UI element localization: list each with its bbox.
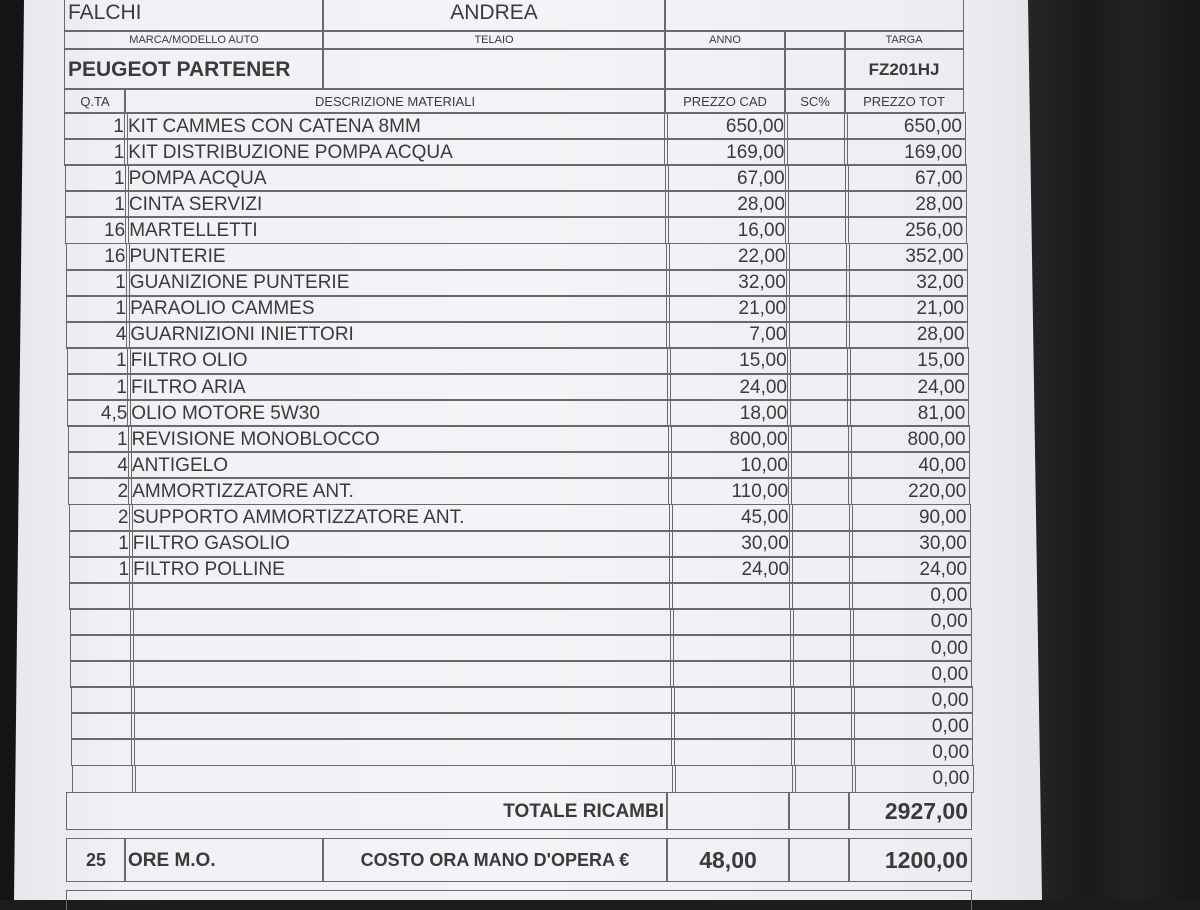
item-sconto <box>787 373 851 401</box>
item-sconto <box>784 112 848 140</box>
totale-blank-1 <box>666 792 790 830</box>
item-descrizione <box>132 765 676 793</box>
label-marca-modello: MARCA/MODELLO AUTO <box>64 30 324 50</box>
item-prezzo-tot: 800,00 <box>848 425 970 453</box>
customer-extra-cell <box>664 0 964 32</box>
vehicle-anno <box>664 48 786 90</box>
item-qta: 1 <box>64 138 128 166</box>
totale-ricambi-label: TOTALE RICAMBI <box>66 792 668 830</box>
column-header-sconto: SC% <box>784 88 846 114</box>
item-prezzo-cad <box>669 582 793 610</box>
item-prezzo-tot: 90,00 <box>849 504 971 532</box>
item-prezzo-cad <box>671 738 795 766</box>
item-prezzo-tot: 650,00 <box>844 112 966 140</box>
item-descrizione <box>130 660 674 688</box>
item-prezzo-tot: 256,00 <box>845 216 967 244</box>
costo-ora-value: 48,00 <box>666 838 790 882</box>
item-sconto <box>790 634 854 662</box>
item-qta <box>70 608 134 636</box>
item-prezzo-cad <box>671 712 795 740</box>
item-prezzo-tot: 0,00 <box>850 608 972 636</box>
item-prezzo-tot: 169,00 <box>844 138 966 166</box>
item-sconto <box>786 269 850 297</box>
item-sconto <box>789 504 853 532</box>
item-qta: 2 <box>68 477 132 505</box>
item-sconto <box>789 582 853 610</box>
item-qta <box>69 582 133 610</box>
item-prezzo-cad: 15,00 <box>667 347 791 375</box>
item-prezzo-cad: 18,00 <box>667 399 791 427</box>
item-prezzo-tot: 24,00 <box>849 556 971 584</box>
item-sconto <box>787 399 851 427</box>
column-header-prezzo-tot: PREZZO TOT <box>844 88 964 114</box>
item-prezzo-cad: 800,00 <box>668 425 792 453</box>
item-sconto <box>791 712 855 740</box>
item-sconto <box>788 425 852 453</box>
totale-blank-2 <box>788 792 850 830</box>
background-table-right <box>1028 0 1200 900</box>
label-telaio: TELAIO <box>322 30 666 50</box>
item-qta: 4 <box>66 321 130 349</box>
item-descrizione: FILTRO OLIO <box>127 347 671 375</box>
item-qta: 1 <box>69 556 133 584</box>
item-descrizione <box>131 738 675 766</box>
item-sconto <box>788 451 852 479</box>
item-prezzo-tot: 30,00 <box>849 530 971 558</box>
item-prezzo-tot: 32,00 <box>846 269 968 297</box>
item-sconto <box>785 190 849 218</box>
item-prezzo-tot: 40,00 <box>848 451 970 479</box>
manodopera-blank <box>788 838 850 882</box>
item-descrizione <box>130 608 674 636</box>
totale-ricambi-value: 2927,00 <box>848 792 972 830</box>
item-descrizione: FILTRO POLLINE <box>129 556 673 584</box>
item-prezzo-cad: 110,00 <box>668 477 792 505</box>
item-prezzo-cad <box>670 634 794 662</box>
item-qta: 16 <box>66 243 130 271</box>
item-sconto <box>785 164 849 192</box>
item-prezzo-tot: 15,00 <box>847 347 969 375</box>
item-qta <box>71 738 135 766</box>
item-prezzo-cad: 7,00 <box>666 321 790 349</box>
item-qta: 1 <box>67 373 131 401</box>
item-descrizione: OLIO MOTORE 5W30 <box>127 399 671 427</box>
item-prezzo-cad: 22,00 <box>666 243 790 271</box>
item-sconto <box>792 765 856 793</box>
item-sconto <box>790 608 854 636</box>
item-qta: 1 <box>66 295 130 323</box>
item-qta: 1 <box>69 530 133 558</box>
vehicle-plate: FZ201HJ <box>844 48 964 90</box>
item-qta: 1 <box>64 112 128 140</box>
item-prezzo-tot: 0,00 <box>851 686 973 714</box>
item-qta: 4 <box>68 451 132 479</box>
item-qta: 4,5 <box>67 399 131 427</box>
item-prezzo-cad <box>672 765 796 793</box>
item-prezzo-tot: 24,00 <box>847 373 969 401</box>
vehicle-blank <box>784 48 846 90</box>
item-sconto <box>788 477 852 505</box>
item-sconto <box>790 660 854 688</box>
item-descrizione: PUNTERIE <box>126 243 670 271</box>
item-prezzo-tot: 0,00 <box>850 660 972 688</box>
column-header-prezzo-cad: PREZZO CAD <box>664 88 786 114</box>
item-sconto <box>789 556 853 584</box>
item-qta <box>71 712 135 740</box>
item-qta: 1 <box>65 164 129 192</box>
item-descrizione: REVISIONE MONOBLOCCO <box>128 425 672 453</box>
item-qta <box>71 686 135 714</box>
ore-manodopera: 25 <box>66 838 126 882</box>
item-descrizione: PARAOLIO CAMMES <box>126 295 670 323</box>
item-qta: 1 <box>68 425 132 453</box>
item-sconto <box>786 321 850 349</box>
item-prezzo-cad: 67,00 <box>665 164 789 192</box>
item-sconto <box>789 530 853 558</box>
item-sconto <box>786 243 850 271</box>
item-prezzo-tot: 28,00 <box>846 321 968 349</box>
item-descrizione <box>129 582 673 610</box>
item-descrizione: KIT CAMMES CON CATENA 8MM <box>124 112 668 140</box>
item-sconto <box>786 295 850 323</box>
item-qta: 1 <box>65 190 129 218</box>
manodopera-totale: 1200,00 <box>848 838 972 882</box>
item-prezzo-cad: 45,00 <box>669 504 793 532</box>
item-prezzo-tot: 28,00 <box>845 190 967 218</box>
ore-label: ORE M.O. <box>124 838 324 882</box>
item-qta: 1 <box>66 269 130 297</box>
item-descrizione: GUARNIZIONI INIETTORI <box>126 321 670 349</box>
item-sconto <box>787 347 851 375</box>
item-descrizione: POMPA ACQUA <box>125 164 669 192</box>
costo-ora-label: COSTO ORA MANO D'OPERA € <box>322 838 668 882</box>
item-prezzo-cad: 169,00 <box>664 138 788 166</box>
item-prezzo-tot: 67,00 <box>845 164 967 192</box>
item-prezzo-cad: 16,00 <box>665 216 789 244</box>
item-qta: 16 <box>65 216 129 244</box>
item-prezzo-cad: 10,00 <box>668 451 792 479</box>
item-prezzo-cad: 30,00 <box>669 530 793 558</box>
item-descrizione: ANTIGELO <box>128 451 672 479</box>
item-prezzo-tot: 0,00 <box>851 738 973 766</box>
vehicle-telaio <box>322 48 666 90</box>
item-prezzo-cad <box>670 660 794 688</box>
item-prezzo-tot: 0,00 <box>851 712 973 740</box>
item-sconto <box>785 216 849 244</box>
item-qta <box>70 634 134 662</box>
vehicle-model: PEUGEOT PARTENER <box>64 48 324 90</box>
item-descrizione <box>130 634 674 662</box>
item-qta: 2 <box>69 504 133 532</box>
customer-first-name: ANDREA <box>322 0 666 32</box>
item-prezzo-tot: 21,00 <box>846 295 968 323</box>
item-descrizione: FILTRO ARIA <box>127 373 671 401</box>
item-sconto <box>791 738 855 766</box>
item-descrizione: FILTRO GASOLIO <box>129 530 673 558</box>
item-prezzo-tot: 0,00 <box>852 765 974 793</box>
item-sconto <box>791 686 855 714</box>
item-prezzo-cad: 32,00 <box>666 269 790 297</box>
item-prezzo-tot: 220,00 <box>848 477 970 505</box>
item-prezzo-cad: 24,00 <box>669 556 793 584</box>
item-prezzo-cad: 24,00 <box>667 373 791 401</box>
item-descrizione <box>131 686 675 714</box>
item-descrizione: MARTELLETTI <box>125 216 669 244</box>
item-prezzo-tot: 81,00 <box>847 399 969 427</box>
label-anno: ANNO <box>664 30 786 50</box>
item-prezzo-tot: 0,00 <box>850 634 972 662</box>
item-prezzo-cad: 28,00 <box>665 190 789 218</box>
item-qta: 1 <box>67 347 131 375</box>
item-descrizione: SUPPORTO AMMORTIZZATORE ANT. <box>129 504 673 532</box>
next-row-edge <box>66 890 972 910</box>
label-blank <box>784 30 846 50</box>
item-prezzo-cad <box>670 608 794 636</box>
item-qta <box>70 660 134 688</box>
label-targa: TARGA <box>844 30 964 50</box>
item-descrizione: KIT DISTRIBUZIONE POMPA ACQUA <box>124 138 668 166</box>
item-prezzo-cad <box>671 686 795 714</box>
item-prezzo-tot: 0,00 <box>849 582 971 610</box>
item-descrizione <box>131 712 675 740</box>
item-sconto <box>784 138 848 166</box>
column-header-qta: Q.TA <box>64 88 126 114</box>
item-prezzo-cad: 650,00 <box>664 112 788 140</box>
item-qta <box>72 765 136 793</box>
item-descrizione: AMMORTIZZATORE ANT. <box>128 477 672 505</box>
customer-surname: FALCHI <box>64 0 324 32</box>
item-prezzo-cad: 21,00 <box>666 295 790 323</box>
item-descrizione: GUANIZIONE PUNTERIE <box>126 269 670 297</box>
column-header-descrizione: DESCRIZIONE MATERIALI <box>124 88 666 114</box>
item-prezzo-tot: 352,00 <box>846 243 968 271</box>
item-descrizione: CINTA SERVIZI <box>125 190 669 218</box>
